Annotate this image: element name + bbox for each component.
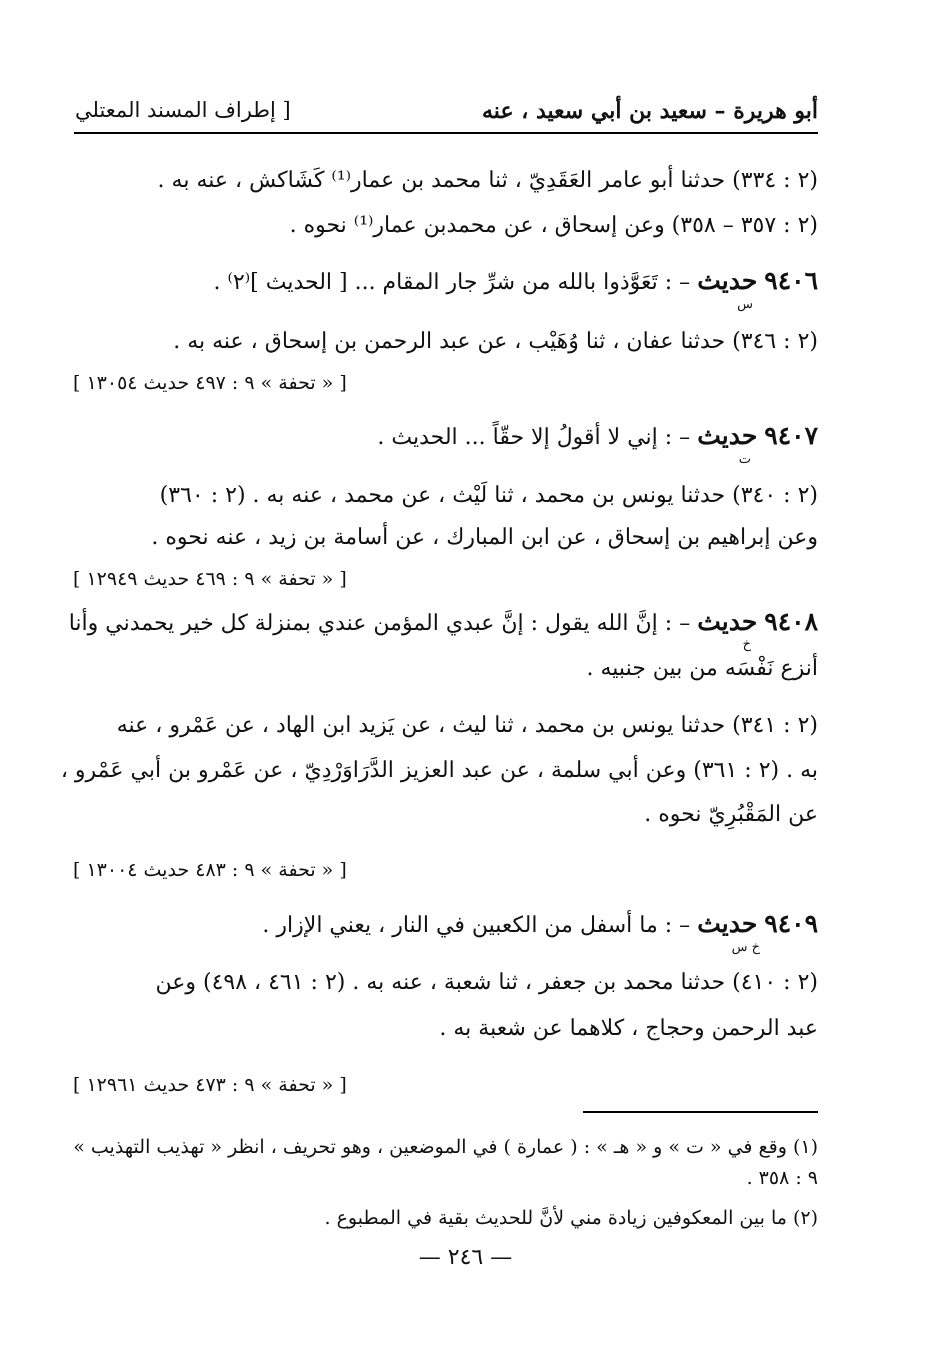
running-head-right: أبو هريرة – سعيد بن أبي سعيد ، عنه — [482, 98, 818, 124]
isnad-line: (٢ : ٤١٠) حدثنا محمد بن جعفر ، ثنا شعبة ، عنه به . (٢ : ٤٦١ ، ٤٩٨) وعن — [155, 970, 818, 995]
hadith-text: – : إني لا أقولُ إلا حقّاً ... الحديث . — [377, 425, 691, 450]
isnad-line: (٢ : ٣٤١) حدثنا يونس بن محمد ، ثنا ليث ، عن يَزيد ابن الهاد ، عن عَمْرو ، عنه — [116, 713, 818, 738]
hadith-keyword: حديث — [697, 266, 758, 295]
hadith-heading-9409 — [73, 909, 818, 941]
hadith-keyword: حديث — [697, 421, 758, 450]
page-number: — ٢٤٦ — — [418, 1245, 513, 1270]
hadith-keyword: حديث — [697, 909, 758, 938]
header-rule — [74, 132, 818, 134]
isnad-line: (٢ : ٣٥٧ – ٣٥٨) وعن إسحاق ، عن محمدبن عمار⁽¹⁾ نحوه . — [289, 213, 818, 238]
source-symbol: خ — [742, 637, 751, 652]
hadith-number: ٩٤٠٦ — [764, 266, 818, 295]
hadith-heading-9406 — [73, 266, 818, 298]
hadith-text: – : تَعَوَّذوا بالله من شرِّ جار المقام ... [ الحديث ]⁽٢⁾ . — [213, 270, 691, 295]
footnote-rule — [583, 1111, 818, 1113]
tuhfa-reference: [ « تحفة » ٩ : ٤٩٧ حديث ١٣٠٥٤ ] — [73, 372, 347, 394]
isnad-line: عن المَقْبُرِيّ نحوه . — [644, 802, 818, 827]
hadith-number: ٩٤٠٨ — [764, 607, 818, 636]
isnad-line: (٢ : ٣٤٠) حدثنا يونس بن محمد ، ثنا لَيْث ، عن محمد ، عنه به . (٢ : ٣٦٠) — [159, 483, 818, 508]
hadith-number: ٩٤٠٧ — [764, 421, 818, 450]
hadith-text: – : ما أسفل من الكعبين في النار ، يعني الإزار . — [262, 913, 691, 938]
footnote-2: (٢) ما بين المعكوفين زيادة مني لأنَّ للحديث بقية في المطبوع . — [324, 1207, 818, 1229]
hadith-keyword: حديث — [697, 607, 758, 636]
hadith-text-line: أنزع نَفْسَه من بين جنبيه . — [586, 656, 818, 681]
isnad-line: (٢ : ٣٣٤) حدثنا أبو عامر العَقَدِيّ ، ثنا محمد بن عمار⁽¹⁾ كَشَاكش ، عنه به . — [157, 168, 818, 193]
source-symbol: ت — [738, 452, 751, 467]
hadith-heading-9408 — [68, 607, 818, 639]
tuhfa-reference: [ « تحفة » ٩ : ٤٨٣ حديث ١٣٠٠٤ ] — [73, 859, 347, 881]
isnad-line: وعن إبراهيم بن إسحاق ، عن ابن المبارك ، عن أسامة بن زيد ، عنه نحوه . — [151, 525, 818, 550]
source-symbol: خ س — [731, 940, 760, 955]
hadith-heading-9407 — [73, 421, 818, 453]
running-head-left: [ إطراف المسند المعتلي — [75, 98, 291, 122]
tuhfa-reference: [ « تحفة » ٩ : ٤٦٩ حديث ١٢٩٤٩ ] — [73, 568, 347, 590]
isnad-line: عبد الرحمن وحجاج ، كلاهما عن شعبة به . — [439, 1016, 818, 1041]
isnad-line: (٢ : ٣٤٦) حدثنا عفان ، ثنا وُهَيْب ، عن عبد الرحمن بن إسحاق ، عنه به . — [173, 329, 818, 354]
tuhfa-reference: [ « تحفة » ٩ : ٤٧٣ حديث ١٢٩٦١ ] — [73, 1074, 347, 1096]
hadith-text: – : إنَّ الله يقول : إنَّ عبدي المؤمن عندي بمنزلة كل خير يحمدني وأنا — [68, 611, 691, 636]
footnote-1: (١) وقع في « ت » و « هـ » : ( عمارة ) في الموضعين ، وهو تحريف ، انظر « تهذيب التهذيب » — [73, 1136, 818, 1158]
source-symbol: س — [737, 297, 753, 312]
isnad-line: به . (٢ : ٣٦١) وعن أبي سلمة ، عن عبد العزيز الدَّرَاوَرْدِيّ ، عن عَمْرو بن أبي عَمْرو ، — [60, 758, 818, 783]
hadith-number: ٩٤٠٩ — [764, 909, 818, 938]
footnote-1-continued: ٩ : ٣٥٨ . — [746, 1167, 818, 1189]
